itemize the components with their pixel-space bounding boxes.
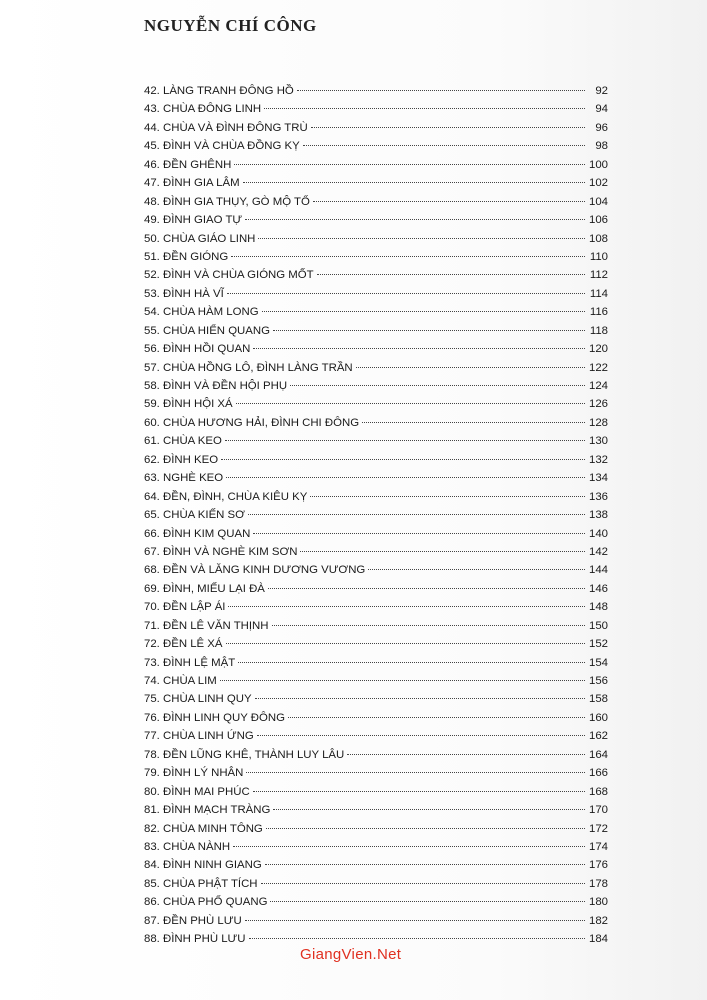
toc-entry-page-number: 120 <box>588 343 608 356</box>
toc-entry-page-number: 92 <box>595 85 608 97</box>
toc-entry <box>144 635 608 653</box>
toc-entry <box>144 912 608 930</box>
toc-entry <box>144 654 608 672</box>
toc-entry <box>144 359 608 377</box>
toc-entry-title: 54. CHÙA HÀM LONG <box>144 306 259 319</box>
toc-dot-leader <box>317 274 585 275</box>
toc-entry-title: 53. ĐÌNH HÀ VĨ <box>144 287 224 300</box>
toc-entry-title: 56. ĐÌNH HỒI QUAN <box>144 343 251 356</box>
toc-dot-leader <box>243 182 585 183</box>
toc-entry-title: 51. ĐỀN GIÓNG <box>144 250 229 263</box>
toc-entry <box>144 340 608 358</box>
toc-entry-page-number: 124 <box>588 380 608 392</box>
toc-dot-leader <box>258 238 585 239</box>
toc-dot-leader <box>273 809 585 810</box>
toc-entry <box>144 156 608 174</box>
toc-entry-page-number: 94 <box>595 103 608 116</box>
toc-entry-page-number: 126 <box>588 398 608 411</box>
toc-entry-page-number: 176 <box>588 859 608 872</box>
toc-entry-title: 68. ĐỀN VÀ LĂNG KINH DƯƠNG VƯƠNG <box>144 564 366 577</box>
toc-entry <box>144 377 608 395</box>
toc-entry-page-number: 146 <box>588 582 608 595</box>
toc-dot-leader <box>270 901 585 902</box>
toc-entry-title: 43. CHÙA ĐÔNG LINH <box>144 103 262 116</box>
toc-entry-page-number: 158 <box>588 693 608 706</box>
toc-entry-title: 67. ĐÌNH VÀ NGHÈ KIM SƠN <box>144 545 298 558</box>
toc-entry-title: 47. ĐÌNH GIA LÂM <box>144 177 240 190</box>
toc-entry-page-number: 114 <box>589 287 608 300</box>
toc-entry <box>144 230 608 248</box>
toc-entry <box>144 690 608 708</box>
toc-entry-page-number: 156 <box>588 675 608 687</box>
toc-dot-leader <box>238 662 585 663</box>
toc-dot-leader <box>264 108 585 109</box>
toc-entry-page-number: 152 <box>588 638 608 651</box>
toc-entry-title: 82. CHÙA MINH TÔNG <box>144 822 263 835</box>
toc-entry-page-number: 110 <box>589 250 608 263</box>
toc-entry <box>144 709 608 727</box>
toc-entry-title: 81. ĐÌNH MẠCH TRÀNG <box>144 804 271 817</box>
toc-entry-page-number: 122 <box>588 361 608 374</box>
toc-dot-leader <box>225 440 585 441</box>
toc-entry-title: 80. ĐÌNH MAI PHÚC <box>144 785 250 798</box>
toc-dot-leader <box>262 311 585 312</box>
toc-entry <box>144 395 608 413</box>
toc-entry <box>144 801 608 819</box>
toc-entry-title: 88. ĐÌNH PHÙ LƯU <box>144 933 246 946</box>
toc-entry-page-number: 138 <box>588 509 608 522</box>
toc-entry-title: 77. CHÙA LINH ỨNG <box>144 730 254 743</box>
toc-entry-page-number: 130 <box>588 435 608 448</box>
toc-dot-leader <box>288 717 585 718</box>
toc-entry <box>144 746 608 764</box>
toc-dot-leader <box>273 330 585 331</box>
toc-entry <box>144 322 608 340</box>
toc-entry <box>144 672 608 690</box>
toc-dot-leader <box>300 551 585 552</box>
toc-entry <box>144 580 608 598</box>
toc-dot-leader <box>303 145 585 146</box>
toc-entry-title: 55. CHÙA HIỂN QUANG <box>144 324 270 337</box>
toc-entry-page-number: 172 <box>588 822 608 835</box>
toc-entry-title: 72. ĐỀN LÊ XÁ <box>144 638 223 651</box>
toc-entry-title: 85. CHÙA PHẬT TÍCH <box>144 877 258 890</box>
toc-entry <box>144 285 608 303</box>
toc-entry-page-number: 142 <box>588 545 608 558</box>
toc-entry-title: 63. NGHÈ KEO <box>144 472 224 485</box>
toc-dot-leader <box>313 201 585 202</box>
toc-entry-title: 84. ĐÌNH NINH GIANG <box>144 859 262 872</box>
toc-entry-page-number: 112 <box>589 269 608 282</box>
watermark: GiangVien.Net <box>300 946 402 963</box>
toc-entry-title: 64. ĐỀN, ĐÌNH, CHÙA KIÊU KỴ <box>144 490 308 503</box>
toc-dot-leader <box>221 459 585 460</box>
toc-entry-title: 65. CHÙA KIẾN SƠ <box>144 509 245 522</box>
toc-dot-leader <box>245 219 585 220</box>
toc-entry <box>144 764 608 782</box>
toc-entry <box>144 506 608 524</box>
toc-dot-leader <box>234 164 585 165</box>
toc-entry <box>144 820 608 838</box>
toc-entry-title: 58. ĐÌNH VÀ ĐỀN HỘI PHỤ <box>144 380 288 392</box>
toc-entry-page-number: 174 <box>588 840 608 853</box>
toc-entry-title: 44. CHÙA VÀ ĐÌNH ĐÔNG TRÙ <box>144 121 308 134</box>
toc-entry-page-number: 154 <box>588 656 608 669</box>
toc-entry-page-number: 132 <box>588 453 608 466</box>
toc-entry-title: 62. ĐÌNH KEO <box>144 453 219 466</box>
toc-entry-title: 70. ĐỀN LẬP ÁI <box>144 601 226 614</box>
toc-entry-page-number: 96 <box>595 121 608 134</box>
toc-entry-page-number: 128 <box>588 416 608 429</box>
toc-entry-page-number: 164 <box>588 748 608 761</box>
toc-dot-leader <box>297 90 585 91</box>
toc-entry-title: 42. LÀNG TRANH ĐÔNG HỒ <box>144 85 294 97</box>
toc-dot-leader <box>290 385 585 386</box>
toc-dot-leader <box>347 754 585 755</box>
toc-dot-leader <box>268 588 585 589</box>
toc-dot-leader <box>227 293 585 294</box>
running-header-author: NGUYỄN CHÍ CÔNG <box>144 16 317 35</box>
toc-entry-page-number: 184 <box>588 933 608 946</box>
toc-entry <box>144 525 608 543</box>
toc-entry <box>144 727 608 745</box>
toc-entry-title: 78. ĐỀN LŨNG KHÊ, THÀNH LUY LÂU <box>144 748 345 761</box>
toc-entry <box>144 414 608 432</box>
toc-entry-page-number: 116 <box>589 306 608 319</box>
toc-entry <box>144 266 608 284</box>
toc-dot-leader <box>310 496 585 497</box>
toc-entry-page-number: 100 <box>588 158 608 171</box>
toc-entry-page-number: 178 <box>588 877 608 890</box>
toc-entry-title: 73. ĐÌNH LỆ MẬT <box>144 656 236 669</box>
toc-entry <box>144 856 608 874</box>
toc-entry <box>144 838 608 856</box>
toc-entry-page-number: 180 <box>588 896 608 909</box>
toc-entry-page-number: 108 <box>588 232 608 245</box>
toc-entry-page-number: 160 <box>588 711 608 724</box>
toc-dot-leader <box>228 606 585 607</box>
toc-entry-title: 74. CHÙA LIM <box>144 675 217 687</box>
toc-entry-page-number: 102 <box>588 177 608 190</box>
toc-dot-leader <box>231 256 585 257</box>
toc-entry-page-number: 144 <box>588 564 608 577</box>
toc-dot-leader <box>233 846 585 847</box>
toc-entry-title: 66. ĐÌNH KIM QUAN <box>144 527 251 540</box>
toc-entry-page-number: 150 <box>588 619 608 632</box>
toc-dot-leader <box>226 477 585 478</box>
toc-entry <box>144 783 608 801</box>
toc-entry-title: 59. ĐÌNH HỘI XÁ <box>144 398 233 411</box>
toc-dot-leader <box>257 735 585 736</box>
toc-dot-leader <box>272 625 586 626</box>
toc-dot-leader <box>253 791 585 792</box>
toc-entry <box>144 211 608 229</box>
toc-dot-leader <box>362 422 585 423</box>
toc-entry-title: 46. ĐỀN GHÊNH <box>144 158 232 171</box>
toc-entry <box>144 469 608 487</box>
toc-entry-title: 87. ĐỀN PHÙ LƯU <box>144 914 242 927</box>
table-of-contents <box>144 82 608 949</box>
toc-entry-title: 79. ĐÌNH LÝ NHÂN <box>144 767 244 780</box>
toc-dot-leader <box>253 533 585 534</box>
toc-entry <box>144 82 608 100</box>
toc-dot-leader <box>220 680 585 681</box>
toc-entry-page-number: 166 <box>588 767 608 780</box>
toc-dot-leader <box>226 643 585 644</box>
toc-dot-leader <box>266 828 585 829</box>
toc-entry-page-number: 118 <box>589 324 608 337</box>
toc-dot-leader <box>249 938 585 939</box>
toc-dot-leader <box>253 348 585 349</box>
toc-entry <box>144 303 608 321</box>
toc-entry <box>144 893 608 911</box>
toc-entry-title: 69. ĐÌNH, MIẾU LẠI ĐÀ <box>144 582 265 595</box>
toc-dot-leader <box>368 569 585 570</box>
toc-dot-leader <box>261 883 585 884</box>
toc-entry-title: 49. ĐÌNH GIAO TỰ <box>144 214 243 227</box>
toc-dot-leader <box>265 864 585 865</box>
toc-dot-leader <box>236 403 585 404</box>
toc-entry-title: 45. ĐÌNH VÀ CHÙA ĐỒNG KỴ <box>144 140 300 153</box>
toc-entry-page-number: 98 <box>595 140 608 153</box>
toc-entry-page-number: 134 <box>588 472 608 485</box>
toc-dot-leader <box>248 514 585 515</box>
toc-entry <box>144 561 608 579</box>
toc-dot-leader <box>311 127 585 128</box>
toc-dot-leader <box>245 920 585 921</box>
toc-entry <box>144 617 608 635</box>
toc-entry-title: 57. CHÙA HỒNG LÔ, ĐÌNH LÀNG TRẦN <box>144 361 353 374</box>
toc-entry <box>144 432 608 450</box>
toc-entry-title: 60. CHÙA HƯƠNG HẢI, ĐÌNH CHI ĐÔNG <box>144 416 360 429</box>
toc-entry-page-number: 148 <box>588 601 608 614</box>
toc-entry <box>144 137 608 155</box>
toc-entry <box>144 488 608 506</box>
toc-entry <box>144 451 608 469</box>
toc-entry <box>144 100 608 118</box>
toc-entry-page-number: 170 <box>588 804 608 817</box>
toc-dot-leader <box>356 367 585 368</box>
toc-entry <box>144 875 608 893</box>
toc-entry <box>144 174 608 192</box>
toc-entry-title: 86. CHÙA PHỔ QUANG <box>144 896 268 909</box>
toc-entry-page-number: 104 <box>588 195 608 208</box>
toc-entry-page-number: 106 <box>588 214 608 227</box>
toc-entry <box>144 119 608 137</box>
toc-entry-title: 75. CHÙA LINH QUY <box>144 693 252 706</box>
toc-entry-page-number: 136 <box>588 490 608 503</box>
toc-entry <box>144 193 608 211</box>
toc-entry-page-number: 182 <box>588 914 608 927</box>
toc-entry-title: 52. ĐÌNH VÀ CHÙA GIÓNG MỐT <box>144 269 314 282</box>
toc-entry <box>144 598 608 616</box>
toc-entry-title: 48. ĐÌNH GIA THỤY, GÒ MỘ TỔ <box>144 195 310 208</box>
toc-entry-page-number: 162 <box>588 730 608 743</box>
toc-entry <box>144 543 608 561</box>
toc-entry-title: 61. CHÙA KEO <box>144 435 222 448</box>
toc-dot-leader <box>255 698 585 699</box>
toc-entry-page-number: 168 <box>588 785 608 798</box>
toc-entry-title: 71. ĐỀN LÊ VĂN THỊNH <box>144 619 269 632</box>
toc-entry <box>144 248 608 266</box>
toc-entry-title: 83. CHÙA NÀNH <box>144 840 231 853</box>
toc-entry-title: 50. CHÙA GIÁO LINH <box>144 232 256 245</box>
toc-entry-page-number: 140 <box>588 527 608 540</box>
toc-dot-leader <box>246 772 585 773</box>
toc-entry-title: 76. ĐÌNH LINH QUY ĐÔNG <box>144 711 285 724</box>
